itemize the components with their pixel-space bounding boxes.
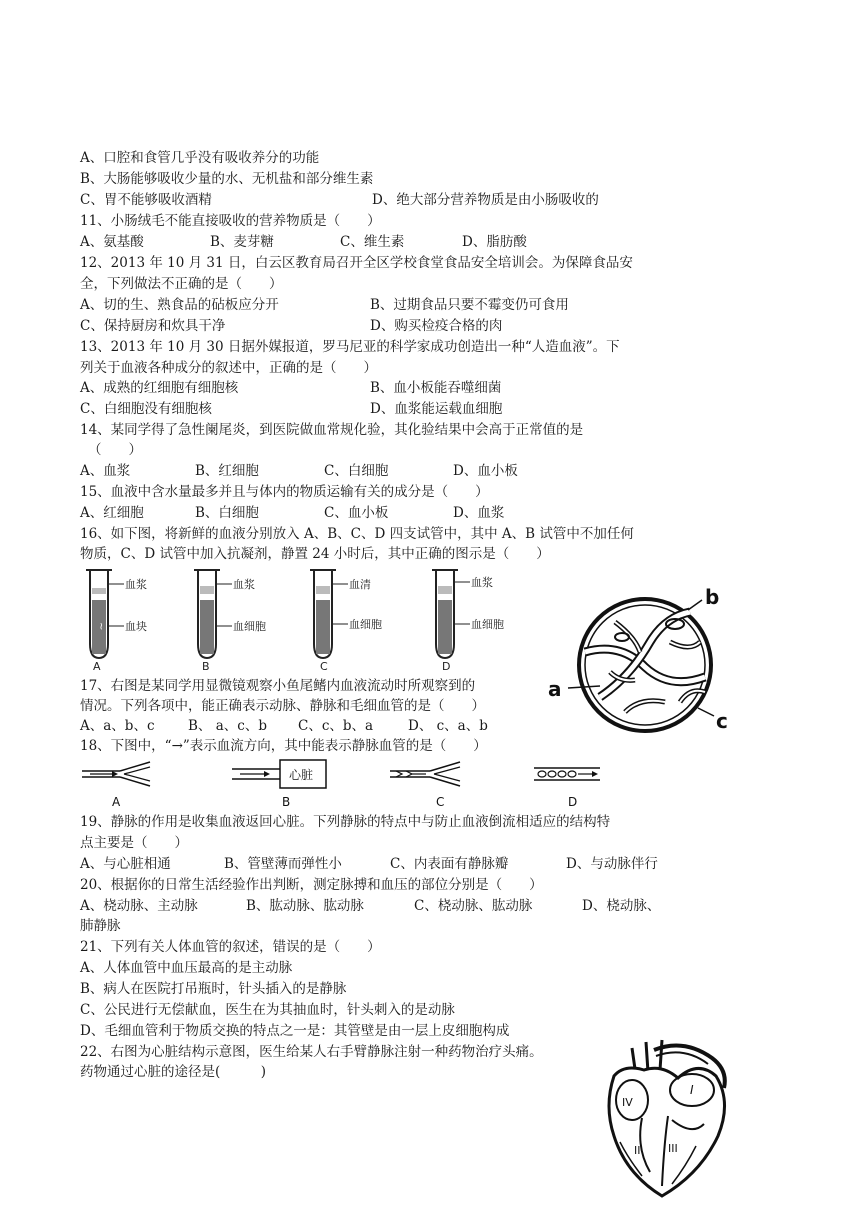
svg-text:~: ~ [95,622,106,631]
test-tube-c [310,570,382,673]
q20-option-a: A、桡动脉、主动脉 [80,898,198,914]
q21-option-b: B、病人在医院打吊瓶时，针头插入的是静脉 [80,981,347,997]
tube-a-letter: A [93,660,101,673]
q12-option-a: A、切的生、熟食品的砧板应分开 [80,297,279,313]
q14-stem-line2: （ ） [88,442,142,458]
q20-option-c: C、桡动脉、肱动脉 [414,898,533,914]
q17-stem-line2: 情况。下列各项中，能正确表示动脉、静脉和毛细血管的是（ ） [80,698,485,714]
vessel-c-letter: C [436,795,445,809]
q12-option-d: D、购买检疫合格的肉 [370,318,503,334]
test-tube-b [194,570,266,673]
vessel-b [232,760,326,809]
q14-option-d: D、血小板 [453,463,518,479]
q13-stem-line1: 13、2013 年 10 月 30 日据外媒报道，罗马尼亚的科学家成功创造出一种“人造血液”。下 [80,339,620,355]
tube-c-letter: C [320,660,328,673]
q15-option-d: D、血浆 [453,505,505,521]
q11-option-c: C、维生素 [340,234,405,250]
q10-option-b: B、大肠能够吸收少量的水、无机盐和部分维生素 [80,171,374,187]
heart-box-label: 心脏 [289,768,314,782]
fig-label-c: c [716,709,728,733]
q18-stem: 18、下图中，“→”表示血流方向，其中能表示静脉血管的是（ ） [80,738,487,754]
q22-stem-line1: 22、右图为心脏结构示意图，医生给某人右手臂静脉注射一种药物治疗头痛。 [80,1044,543,1060]
tube-d-letter: D [442,660,451,673]
q15-option-a: A、红细胞 [80,505,144,521]
q19-option-a: A、与心脏相通 [80,856,171,872]
vessel-d [534,768,600,809]
vessel-c [390,762,460,809]
q14-option-a: A、血浆 [80,463,131,479]
heart-structure-figure [592,1036,742,1208]
q17-option-c: C、c、b、a [298,718,374,734]
blood-vessel-flow-figure [80,758,620,810]
q22-stem-line2: 药物通过心脏的途径是( ) [80,1064,267,1080]
tube-c-bottom-label: 血细胞 [349,618,382,631]
q15-option-c: C、血小板 [324,505,389,521]
q17-option-d: D、 c、a、b [408,718,488,734]
vessel-b-letter: B [282,795,291,809]
heart-chamber-ii: II [634,1144,641,1157]
fish-tail-blood-flow-figure [540,582,740,742]
q17-option-b: B、 a、c、b [188,718,267,734]
q12-option-c: C、保持厨房和炊具干净 [80,318,226,334]
q19-option-b: B、管壁薄而弹性小 [224,856,342,872]
q21-option-d: D、毛细血管利于物质交换的特点之一是：其管壁是由一层上皮细胞构成 [80,1023,510,1039]
q19-stem-line2: 点主要是（ ） [80,835,188,851]
q15-stem: 15、血液中含水量最多并且与体内的物质运输有关的成分是（ ） [80,484,489,500]
tube-a-bottom-label: 血块 [125,620,147,633]
fig-label-b: b [705,585,720,609]
fig-label-a: a [548,677,562,701]
heart-chamber-iv: IV [622,1096,633,1109]
heart-chamber-iii: III [668,1142,678,1155]
q14-option-c: C、白细胞 [324,463,389,479]
vessel-a [82,762,150,809]
q20-option-b: B、肱动脉、肱动脉 [246,898,364,914]
q20-stem: 20、根据你的日常生活经验作出判断，测定脉搏和血压的部位分别是（ ） [80,877,543,893]
q10-option-c: C、胃不能够吸收酒精 [80,192,212,208]
q10-option-d: D、绝大部分营养物质是由小肠吸收的 [372,192,599,208]
q20-option-d: D、桡动脉、 [582,898,661,914]
q11-stem: 11、小肠绒毛不能直接吸收的营养物质是（ ） [80,213,381,229]
tube-b-letter: B [202,660,210,673]
test-tube-a [86,570,147,673]
tube-c-top-label: 血清 [349,578,371,591]
tube-a-top-label: 血浆 [125,578,147,591]
q16-stem-line2: 物质，C、D 试管中加入抗凝剂，静置 24 小时后，其中正确的图示是（ ） [80,546,550,562]
q20-option-d-cont: 肺静脉 [80,918,121,934]
q21-stem: 21、下列有关人体血管的叙述，错误的是（ ） [80,939,381,955]
q15-option-b: B、白细胞 [195,505,259,521]
q21-option-a: A、人体血管中血压最高的是主动脉 [80,960,293,976]
q13-option-a: A、成熟的红细胞有细胞核 [80,380,239,396]
tube-d-bottom-label: 血细胞 [471,618,504,631]
q11-option-d: D、脂肪酸 [462,234,527,250]
q13-option-c: C、白细胞没有细胞核 [80,401,212,417]
q19-stem-line1: 19、静脉的作用是收集血液返回心脏。下列静脉的特点中与防止血液倒流相适应的结构特 [80,814,611,830]
q13-option-b: B、血小板能吞噬细菌 [370,380,502,396]
q21-option-c: C、公民进行无偿献血，医生在为其抽血时，针头刺入的是动脉 [80,1002,455,1018]
tube-d-top-label: 血浆 [471,576,493,589]
heart-chamber-i: I [690,1083,694,1097]
tube-b-top-label: 血浆 [233,578,255,591]
q13-option-d: D、血浆能运载血细胞 [370,401,503,417]
vessel-a-letter: A [112,795,121,809]
test-tubes-figure [80,562,530,674]
q19-option-d: D、与动脉伴行 [566,856,658,872]
q11-option-b: B、麦芽糖 [210,234,274,250]
q12-stem-line1: 12、2013 年 10 月 31 日，白云区教育局召开全区学校食堂食品安全培训会。为保障食品安 [80,255,633,271]
q12-stem-line2: 全，下列做法不正确的是（ ） [80,276,283,292]
q19-option-c: C、内表面有静脉瓣 [390,856,509,872]
q14-option-b: B、红细胞 [195,463,259,479]
q12-option-b: B、过期食品只要不霉变仍可食用 [370,297,569,313]
tube-b-bottom-label: 血细胞 [233,620,266,633]
vessel-d-letter: D [568,795,578,809]
q14-stem-line1: 14、某同学得了急性阑尾炎，到医院做血常规化验，其化验结果中会高于正常值的是 [80,422,584,438]
q13-stem-line2: 列关于血液各种成分的叙述中，正确的是（ ） [80,360,377,376]
q10-option-a: A、口腔和食管几乎没有吸收养分的功能 [80,150,320,166]
q11-option-a: A、氨基酸 [80,234,144,250]
test-tube-d [432,570,504,673]
q16-stem-line1: 16、如下图，将新鲜的血液分别放入 A、B、C、D 四支试管中，其中 A、B 试管中不加任何 [80,526,634,542]
q17-stem-line1: 17、右图是某同学用显微镜观察小鱼尾鳍内血液流动时所观察到的 [80,678,476,694]
q17-option-a: A、a、b、c [80,718,155,734]
